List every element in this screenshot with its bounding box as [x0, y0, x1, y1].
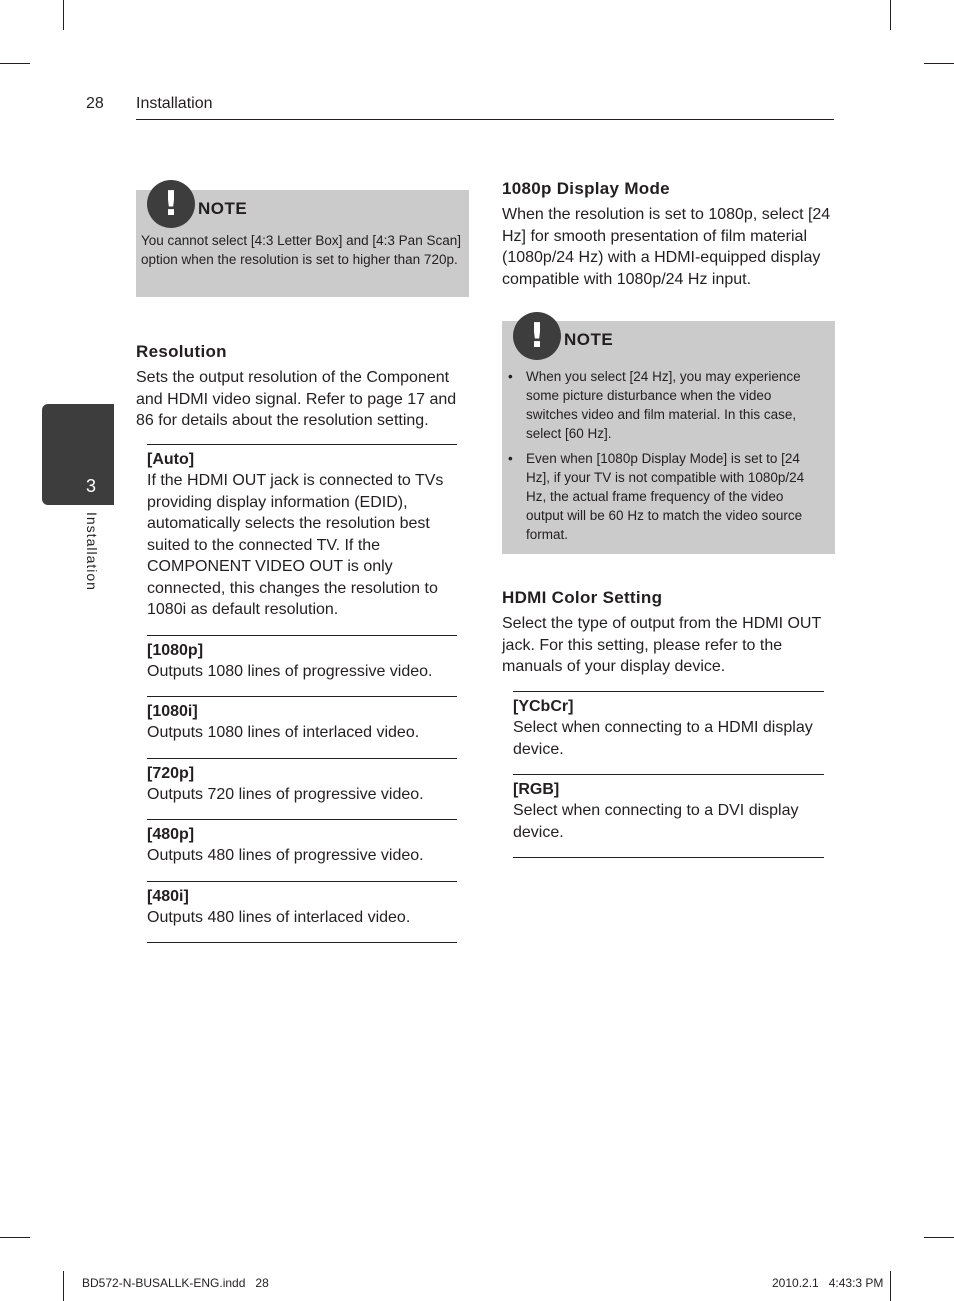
resolution-description: Sets the output resolution of the Component and HDMI video signal. Refer to page 17 and 86 for details about the resolution setting. — [136, 369, 457, 429]
resolution-options — [147, 444, 457, 943]
chapter-number: 3 — [86, 476, 97, 496]
note-item-text: Even when [1080p Display Mode] is set to [24 Hz], if your TV is not compatible with 1080p/24 Hz, the actual frame frequency of the video output will be 60 Hz to match the video source format. — [526, 451, 805, 542]
header-divider — [136, 119, 834, 120]
option-label: [480i] — [147, 887, 189, 905]
note-text: You cannot select [4:3 Letter Box] and [4:3 Pan Scan] option when the resolution is set to higher than 720p. — [141, 233, 461, 267]
option-label: [RGB] — [513, 781, 560, 798]
option-description: Outputs 480 lines of progressive video. — [147, 847, 424, 864]
crop-mark — [890, 0, 891, 30]
crop-mark — [924, 63, 954, 64]
note-title: NOTE — [564, 330, 614, 349]
footer-timestamp: 2010.2.1 4:43:3 PM — [772, 1276, 884, 1290]
display-mode-description: When the resolution is set to 1080p, select [24 Hz] for smooth presentation of film material (1080p/24 Hz) with a HDMI-equipped display compatible with 1080p/24 Hz input. — [502, 206, 831, 288]
option-label: [1080i] — [147, 703, 198, 720]
option-1080p — [147, 635, 457, 697]
resolution-heading: Resolution — [136, 342, 227, 361]
crop-mark — [63, 1271, 64, 1301]
display-mode-heading: 1080p Display Mode — [502, 179, 670, 198]
note-list — [504, 367, 824, 550]
option-description: Outputs 480 lines of interlaced video. — [147, 908, 411, 926]
option-720p — [147, 758, 457, 820]
option-description: Outputs 1080 lines of interlaced video. — [147, 724, 420, 741]
crop-mark — [0, 1237, 30, 1238]
option-480i — [147, 881, 457, 944]
exclamation-icon: ! — [513, 312, 561, 360]
note-item — [504, 449, 824, 544]
option-description: Outputs 1080 lines of progressive video. — [147, 662, 433, 680]
bullet-icon: • — [508, 369, 513, 384]
chapter-tab — [42, 404, 114, 505]
option-description: Select when connecting to a HDMI display device. — [513, 719, 813, 758]
option-description: Outputs 720 lines of progressive video. — [147, 785, 424, 803]
bullet-icon: • — [508, 451, 513, 466]
footer-filename: BD572-N-BUSALLK-ENG.indd 28 — [82, 1276, 269, 1290]
crop-mark — [0, 63, 30, 64]
exclamation-icon: ! — [147, 180, 195, 228]
option-label: [Auto] — [147, 451, 195, 468]
option-1080i — [147, 696, 457, 758]
crop-mark — [890, 1271, 891, 1301]
note-item — [504, 367, 824, 443]
option-label: [720p] — [147, 764, 195, 782]
hdmi-color-heading: HDMI Color Setting — [502, 588, 663, 607]
option-480p — [147, 819, 457, 881]
note-title: NOTE — [198, 199, 248, 218]
page-section-title: Installation — [136, 95, 213, 112]
option-label: [480p] — [147, 826, 195, 843]
option-description: Select when connecting to a DVI display device. — [513, 802, 799, 841]
option-description: If the HDMI OUT jack is connected to TVs providing display information (EDID), automatically selects the resolution best suited to the connected TV. If the COMPONENT VIDEO OUT is only connected, this changes the resolution to 1080i as default resolution. — [147, 472, 444, 618]
option-label: [1080p] — [147, 641, 204, 659]
option-rgb — [513, 774, 824, 858]
crop-mark — [63, 0, 64, 30]
option-auto — [147, 444, 457, 635]
option-ycbcr — [513, 691, 824, 774]
page-number: 28 — [86, 95, 104, 112]
note-item-text: When you select [24 Hz], you may experience some picture disturbance when the video switches video and film material. In this case, select [60 Hz]. — [526, 369, 801, 441]
hdmi-color-options — [513, 691, 824, 858]
option-label: [YCbCr] — [513, 698, 574, 715]
chapter-label: Installation — [84, 512, 100, 591]
crop-mark — [924, 1237, 954, 1238]
hdmi-color-description: Select the type of output from the HDMI OUT jack. For this setting, please refer to the manuals of your display device. — [502, 615, 821, 675]
